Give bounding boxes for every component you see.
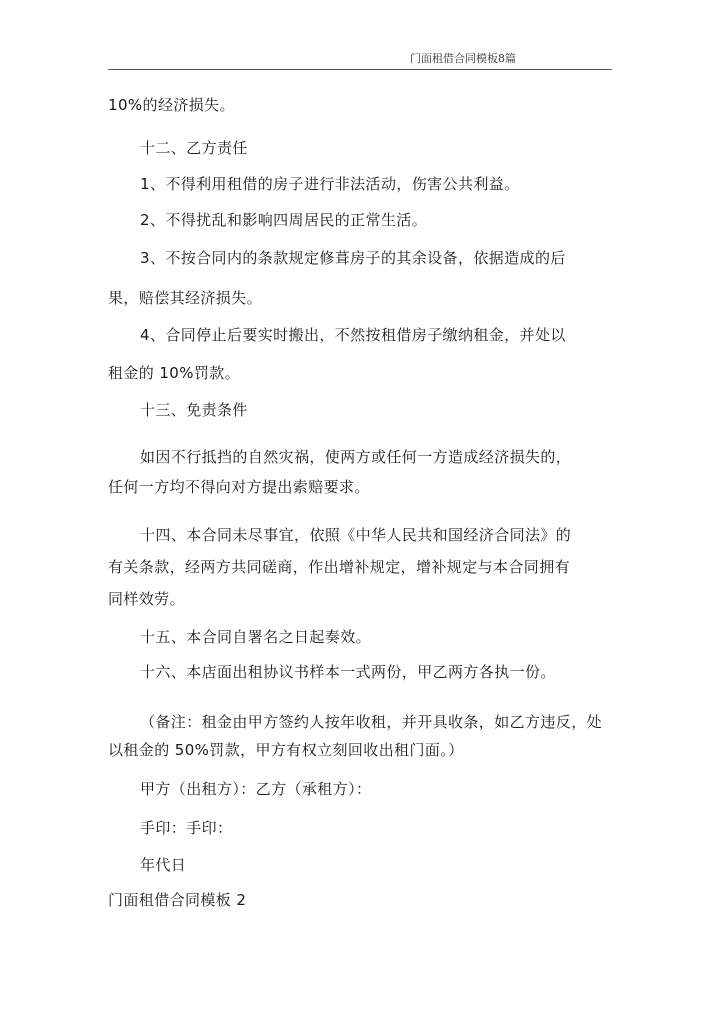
text-line: 3、不按合同内的条款规定修葺房子的其余设备，依据造成的后 — [140, 249, 566, 267]
text-line: 果，赔偿其经济损失。 — [108, 289, 263, 307]
next-document-title: 门面租借合同模板 2 — [108, 891, 247, 909]
text-line: 2、不得扰乱和影响四周居民的正常生活。 — [140, 211, 428, 229]
signature-parties: 甲方（出租方）：乙方（承租方）： — [140, 780, 372, 798]
text-line: 4、合同停止后要实时搬出，不然按租借房子缴纳租金，并处以 — [140, 326, 566, 344]
signature-seals: 手印：手印： — [140, 819, 233, 837]
header-title: 门面租借合同模板8篇 — [410, 52, 516, 65]
text-line: 有关条款，经两方共同磋商，作出增补规定，增补规定与本合同拥有 — [108, 558, 571, 576]
text-line: 租金的 10%罚款。 — [108, 364, 241, 382]
text-line: 同样效劳。 — [108, 590, 186, 608]
header-divider — [108, 69, 612, 70]
signature-date: 年代日 — [140, 856, 187, 874]
text-line: 如因不行抵挡的自然灾祸，使两方或任何一方造成经济损失的， — [140, 448, 572, 466]
section-heading: 十二、乙方责任 — [140, 139, 248, 157]
text-line: 1、不得利用租借的房子进行非法活动，伤害公共利益。 — [140, 175, 520, 193]
text-line: 十五、本合同自署名之日起奏效。 — [140, 628, 372, 646]
text-line: 10%的经济损失。 — [108, 96, 235, 114]
section-heading: 十三、免责条件 — [140, 401, 248, 419]
text-line: 以租金的 50%罚款，甲方有权立刻回收出租门面。） — [108, 741, 464, 759]
text-line: 任何一方均不得向对方提出索赔要求。 — [108, 478, 370, 496]
text-line: （备注：租金由甲方签约人按年收租，并开具收条，如乙方违反，处 — [140, 713, 603, 731]
page-header — [0, 0, 720, 72]
text-line: 十六、本店面出租协议书样本一式两份，甲乙两方各执一份。 — [140, 663, 556, 681]
text-line: 十四、本合同未尽事宜，依照《中华人民共和国经济合同法》的 — [140, 526, 572, 544]
